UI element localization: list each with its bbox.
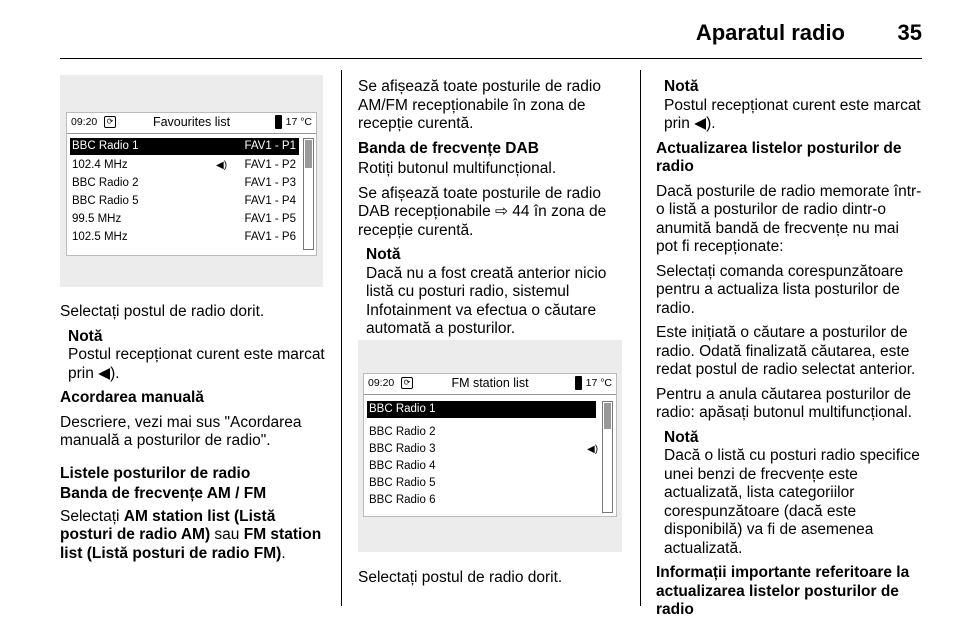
paragraph: Rotiți butonul multifuncțional. bbox=[358, 160, 557, 177]
screen-status-bar bbox=[364, 374, 616, 395]
paragraph: Selectați postul de radio dorit. bbox=[60, 303, 265, 320]
scrollbar-thumb bbox=[604, 403, 611, 429]
scrollbar bbox=[602, 401, 613, 513]
favourites-screen bbox=[66, 112, 317, 256]
clock-icon: ⟳ bbox=[104, 116, 116, 128]
favourites-list-screenshot bbox=[60, 75, 323, 287]
temperature: 17 °C bbox=[285, 116, 312, 128]
screen-status-bar bbox=[67, 113, 316, 134]
list-item: BBC Radio 4 bbox=[369, 460, 436, 472]
list-item: BBC Radio 3 ◀) bbox=[367, 441, 596, 458]
paragraph: Se afișează toate posturile de radio DAB recepționabile ⇨ 44 în zona de recepție curentă. bbox=[358, 184, 607, 239]
phone-icon bbox=[275, 115, 282, 129]
paragraph: Dacă posturile de radio memorate într-o listă a posturilor de radio dintr-o anumită bandă de frecvențe nu mai pot fi recepționate: bbox=[656, 182, 922, 255]
heading: Informații importante referitoare la actualizarea listelor posturilor de radio bbox=[656, 564, 910, 618]
column-2 bbox=[358, 78, 624, 345]
page-header bbox=[60, 14, 922, 54]
column-3 bbox=[656, 78, 922, 626]
column-1 bbox=[60, 303, 332, 569]
paragraph: Selectați comanda corespunzătoare pentru a actualiza lista posturilor de radio. bbox=[656, 262, 904, 317]
column-divider-1 bbox=[341, 70, 342, 606]
speaker-icon: ◀) bbox=[216, 160, 228, 171]
section-title: Aparatul radio bbox=[695, 20, 845, 45]
list-item: BBC Radio 5 bbox=[369, 477, 436, 489]
phone-icon bbox=[575, 376, 582, 390]
speaker-icon: ◀) bbox=[587, 444, 599, 455]
screen-title: Favourites list bbox=[152, 115, 231, 129]
note-title: Notă bbox=[68, 327, 103, 345]
heading: Listele posturilor de radio bbox=[60, 464, 251, 482]
scrollbar bbox=[303, 138, 314, 250]
note-box bbox=[664, 429, 922, 559]
paragraph: Selectați AM station list (Listă posturi de radio AM) sau FM station list (Listă posturi de radio FM). bbox=[60, 507, 322, 562]
temperature: 17 °C bbox=[585, 377, 612, 389]
list-item: 102.4 MHz ◀) FAV1 - P2 bbox=[70, 157, 299, 174]
header-rule bbox=[60, 58, 922, 59]
fm-list-screen bbox=[363, 373, 617, 517]
note-box bbox=[664, 78, 922, 134]
note-box bbox=[68, 328, 332, 384]
list-item: BBC Radio 2 bbox=[369, 426, 436, 438]
list-item: BBC Radio 1 bbox=[367, 401, 596, 418]
clock-icon: ⟳ bbox=[401, 377, 413, 389]
note-text: Dacă o listă cu posturi radio specifice unei benzi de frecvențe este actualizată, lista categoriilor corespunzătoare (dacă este disponibilă) va fi de asemenea actualizată. bbox=[664, 447, 920, 557]
list-item: BBC Radio 6 bbox=[369, 494, 436, 506]
paragraph: Descriere, vezi mai sus "Acordarea manuală a posturilor de radio". bbox=[60, 413, 302, 449]
screen-title: FM station list bbox=[451, 376, 529, 390]
paragraph: Este inițiată o căutare a posturilor de radio. Odată finalizată căutarea, este redat postul de radio selectat anterior. bbox=[656, 324, 916, 378]
note-text: Postul recepționat curent este marcat prin ◀). bbox=[68, 346, 325, 382]
fm-station-list-screenshot bbox=[358, 340, 622, 552]
heading: Actualizarea listelor posturilor de radio bbox=[656, 139, 902, 175]
note-title: Notă bbox=[366, 246, 401, 263]
note-title: Notă bbox=[664, 78, 699, 95]
note-box bbox=[366, 246, 624, 339]
note-title: Notă bbox=[664, 428, 699, 446]
scrollbar-thumb bbox=[305, 140, 312, 168]
clock-time: 09:20 bbox=[71, 116, 98, 128]
subheading: Banda de frecvențe AM / FM bbox=[60, 485, 267, 502]
subheading: Banda de frecvențe DAB bbox=[358, 139, 539, 157]
list-item: BBC Radio 2 FAV1 - P3 bbox=[72, 177, 296, 189]
list-item: BBC Radio 1 FAV1 - P1 bbox=[70, 138, 299, 155]
heading: Acordarea manuală bbox=[60, 389, 204, 406]
list-item: 99.5 MHz FAV1 - P5 bbox=[72, 213, 296, 225]
note-text: Postul recepționat curent este marcat prin ◀). bbox=[664, 96, 921, 132]
paragraph: Pentru a anula căutarea posturilor de radio: apăsați butonul multifuncțional. bbox=[656, 385, 912, 421]
column-2-footer bbox=[358, 569, 624, 594]
note-text: Dacă nu a fost creată anterior nicio listă cu posturi radio, sistemul Infotainment va efectua o căutare automată a posturilor. bbox=[366, 264, 607, 337]
paragraph: Se afișează toate posturile de radio AM/FM recepționabile în zona de recepție curentă. bbox=[358, 78, 601, 132]
clock-time: 09:20 bbox=[368, 377, 395, 389]
page-number: 35 bbox=[897, 20, 922, 45]
paragraph: Selectați postul de radio dorit. bbox=[358, 569, 563, 586]
column-divider-2 bbox=[640, 70, 641, 606]
list-item: 102.5 MHz FAV1 - P6 bbox=[72, 231, 296, 243]
list-item: BBC Radio 5 FAV1 - P4 bbox=[72, 195, 296, 207]
